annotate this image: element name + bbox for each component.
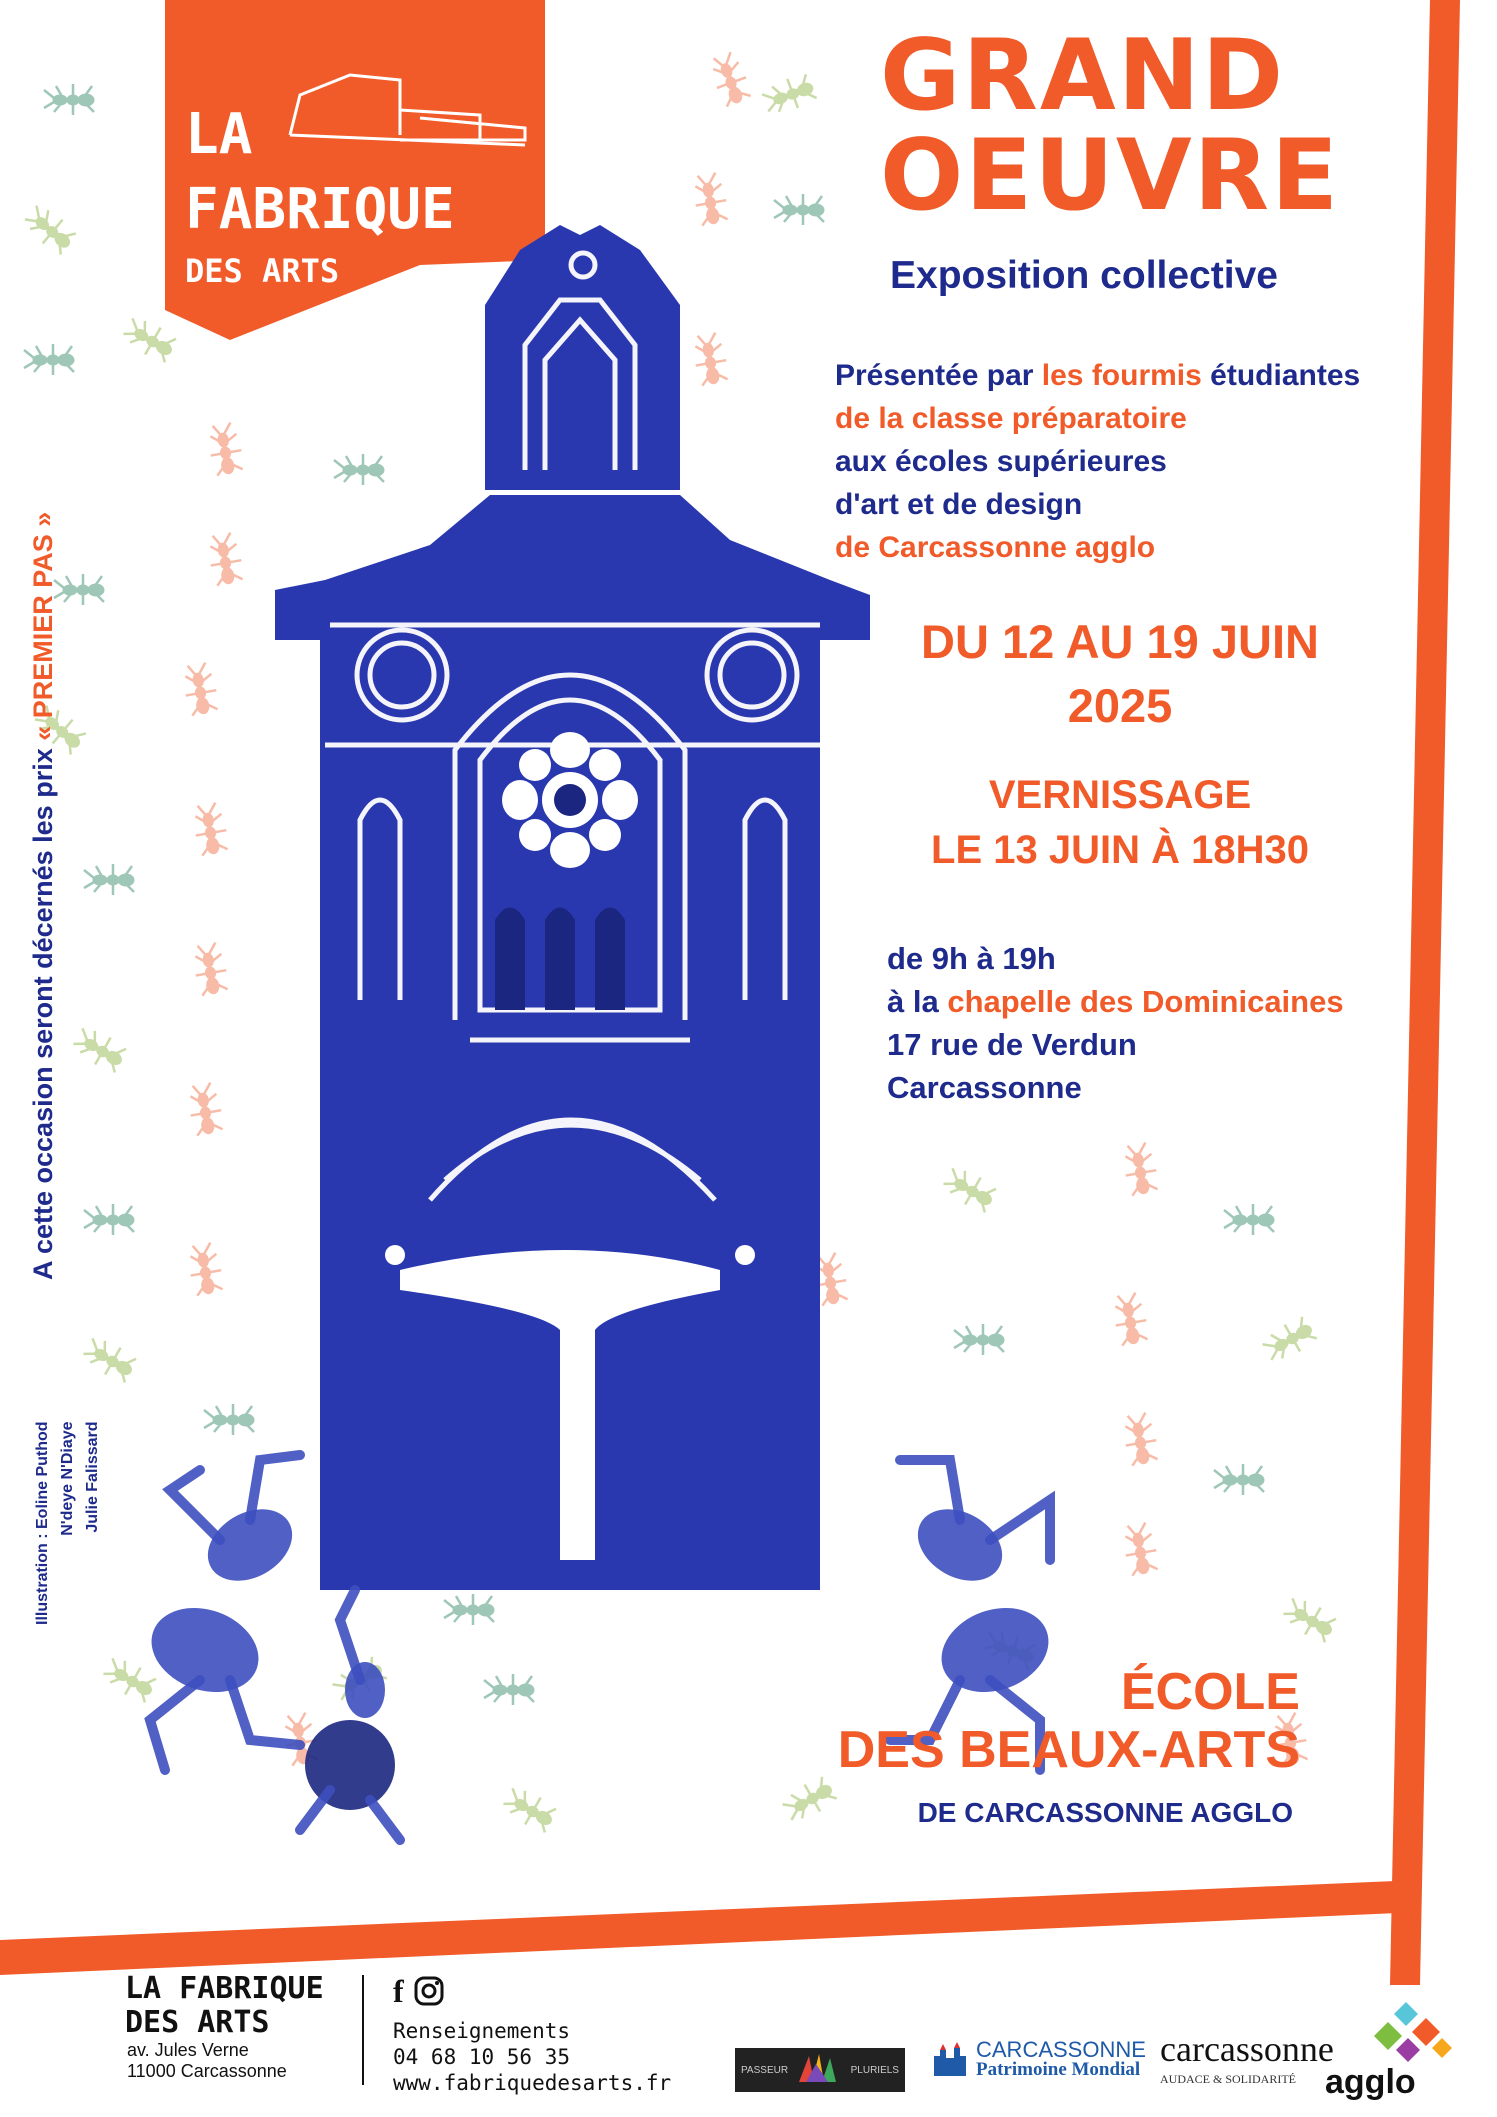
school-line-2: DES BEAUX-ARTS: [837, 1721, 1300, 1779]
footer-address-1: av. Jules Verne: [127, 2040, 249, 2060]
prize-name: « PREMIER PAS »: [28, 511, 58, 741]
footer-org: [125, 1972, 324, 2040]
partner-logo-passeur-pluriels: [735, 2048, 905, 2092]
partner3-agglo: agglo: [1325, 2063, 1416, 2101]
credit-line-1: Illustration : Eoline Puthod: [34, 1421, 51, 1625]
phone-number: 04 68 10 56 35: [393, 2045, 571, 2069]
venue-at: à la: [887, 984, 948, 1019]
footer-org-line-1: LA FABRIQUE: [125, 1971, 324, 2006]
facebook-icon[interactable]: f: [393, 1973, 404, 2009]
presented-line-5: de Carcassonne agglo: [835, 531, 1156, 564]
dates-block: [890, 610, 1350, 738]
title-line-1: GRAND: [880, 19, 1286, 133]
venue-hours: de 9h à 19h: [887, 941, 1056, 976]
footer-divider: [362, 1975, 364, 2085]
venue-city: Carcassonne: [887, 1070, 1082, 1105]
credit-line-2: N'deye N'Diaye: [59, 1421, 76, 1536]
partner1-right: PLURIELS: [850, 2064, 899, 2076]
presented-suffix: étudiantes: [1201, 359, 1361, 392]
footer-contact: [393, 2018, 671, 2096]
presented-line-4: d'art et de design: [835, 488, 1083, 521]
vernissage-block: [880, 768, 1360, 878]
footer-org-line-2: DES ARTS: [125, 2005, 270, 2040]
partner3-name: carcassonne: [1160, 2029, 1334, 2069]
presented-line-3: aux écoles supérieures: [835, 445, 1167, 478]
school-line-3: DE CARCASSONNE AGGLO: [917, 1797, 1293, 1828]
venue-block: [887, 937, 1344, 1109]
partner1-left: PASSEUR: [741, 2064, 789, 2076]
partner3-tagline: AUDACE & SOLIDARITÉ: [1160, 2072, 1296, 2086]
presented-prefix: Présentée par: [835, 359, 1042, 392]
info-label: Renseignements: [393, 2019, 571, 2043]
subtitle: Exposition collective: [890, 254, 1278, 297]
social-icons: [393, 1975, 444, 2007]
vernissage-title: VERNISSAGE: [988, 773, 1252, 817]
footer-address-2: 11000 Carcassonne: [127, 2061, 287, 2081]
dates-range: DU 12 AU 19 JUIN: [921, 615, 1319, 668]
partner1-emblem-icon: [794, 2052, 844, 2088]
presented-block: [835, 354, 1360, 569]
vernissage-time: LE 13 JUIN À 18H30: [931, 828, 1309, 872]
castle-icon: [930, 2040, 970, 2080]
presented-highlight: les fourmis: [1041, 359, 1202, 392]
school-name: [700, 1663, 1300, 1779]
title-line-2: OEUVRE: [880, 119, 1341, 233]
presented-line-2: de la classe préparatoire: [835, 402, 1187, 435]
partner2-subtitle: Patrimoine Mondial: [976, 2059, 1141, 2080]
illustration-credits: [30, 1421, 105, 1625]
prize-prefix: A cette occasion seront décernés les prix: [28, 740, 58, 1280]
venue-street: 17 rue de Verdun: [887, 1027, 1137, 1062]
logo-des-arts: DES ARTS: [185, 252, 340, 290]
partner2-name: CARCASSONNE: [976, 2037, 1146, 2062]
dates-year: 2025: [1067, 679, 1173, 732]
instagram-icon[interactable]: [414, 1976, 444, 2006]
school-line-1: ÉCOLE: [1120, 1663, 1300, 1721]
prize-announcement: [28, 512, 59, 1280]
logo-fabrique: FABRIQUE: [185, 177, 455, 242]
credit-line-3: Julie Falissard: [84, 1421, 101, 1533]
logo-la: LA: [185, 102, 253, 167]
venue-place: chapelle des Dominicaines: [947, 984, 1344, 1019]
footer-address: [127, 2040, 287, 2082]
partner-logo-carcassonne-patrimoine: [930, 2037, 1146, 2080]
website-link[interactable]: www.fabriquedesarts.fr: [393, 2071, 672, 2095]
partner-logo-carcassonne-agglo: [1160, 2028, 1460, 2108]
